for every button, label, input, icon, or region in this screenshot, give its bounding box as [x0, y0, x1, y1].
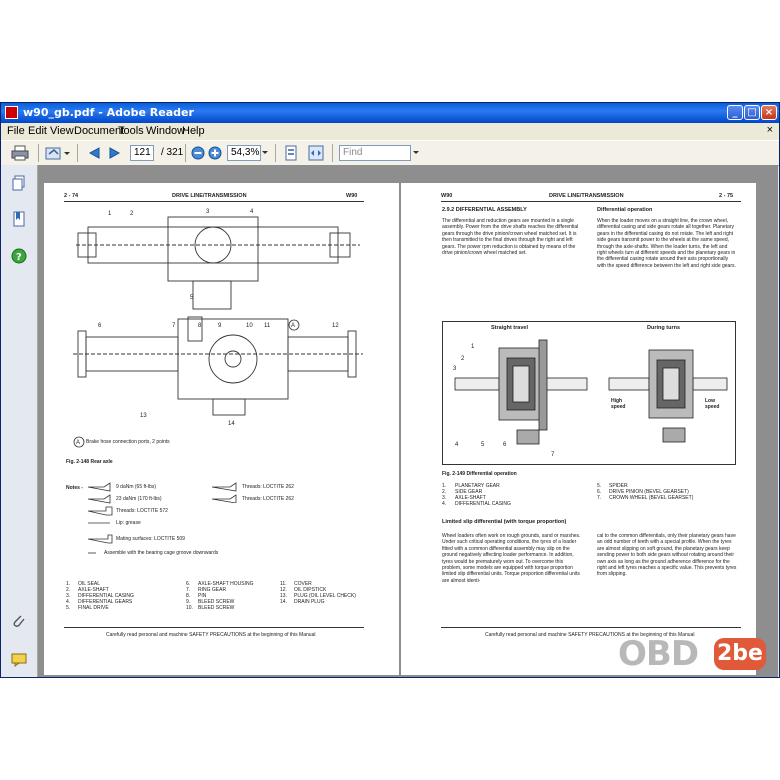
svg-text:3: 3: [206, 209, 210, 215]
page-total: / 321: [161, 147, 184, 158]
part-5: FINAL DRIVE: [78, 605, 109, 611]
torque-symbols: [86, 481, 114, 557]
part-14: DRAIN PLUG: [294, 599, 325, 605]
differential-operation-heading: Differential operation: [597, 207, 653, 213]
menu-bar: [1, 123, 779, 139]
svg-text:8: 8: [198, 323, 202, 329]
part-7: RING GEAR: [198, 587, 227, 593]
svg-text:7: 7: [172, 323, 176, 329]
svg-text:11: 11: [264, 323, 271, 329]
section-title: DRIVE LINE/TRANSMISSION: [549, 193, 624, 199]
svg-text:12: 12: [332, 323, 339, 329]
pages-panel-icon[interactable]: [11, 175, 27, 191]
note-4: Lip: grease: [116, 520, 141, 526]
svg-text:3: 3: [453, 366, 457, 372]
svg-text:10: 10: [246, 323, 253, 329]
part-10: BLEED SCREW: [198, 605, 235, 611]
menu-edit[interactable]: Edit: [28, 125, 47, 137]
menu-file[interactable]: File: [7, 125, 25, 137]
differential-diagram: [443, 334, 735, 464]
help-panel-icon[interactable]: [11, 248, 27, 264]
svg-text:2: 2: [461, 356, 465, 362]
part-3: DIFFERENTIAL CASING: [78, 593, 134, 599]
section-title: DRIVE LINE/TRANSMISSION: [172, 193, 247, 199]
fit-page-icon[interactable]: [283, 145, 299, 161]
svg-text:6: 6: [98, 323, 102, 329]
part-8: PIN: [198, 593, 207, 599]
document-viewer[interactable]: [38, 165, 778, 677]
high-speed-label: High speed: [611, 398, 626, 410]
part-2: SIDE GEAR: [455, 489, 483, 495]
svg-text:A: A: [291, 323, 296, 329]
bookmarks-panel-icon[interactable]: [11, 211, 27, 227]
loctite-symbols: [210, 481, 240, 503]
close-button[interactable]: ×: [761, 105, 777, 120]
notes-label: Notes -: [66, 485, 83, 491]
page-footer: Carefully read personal and machine SAFETY PRECAUTIONS at the beginning of this Manual: [106, 632, 316, 638]
low-speed-label: Low speed: [705, 398, 720, 410]
part-4: DIFFERENTIAL CASING: [455, 501, 511, 507]
adobe-reader-icon: [5, 106, 18, 119]
svg-text:1: 1: [471, 344, 475, 350]
svg-text:2: 2: [130, 211, 134, 217]
limited-slip-paragraph-1: Wheel loaders often work on rough grounds, sand or marshes. Under such critical operating conditions, the tyres of a loader fitted with a common differential assembly may slip on the ground negatively affecting loader performance. In addition, tyres would be prematurely worn out. To overcome this problem, some models are equipped with torque proportion limited slip differential units. Torque proportion differential units are almost identi-: [442, 533, 581, 584]
part-3: AXLE-SHAFT: [455, 495, 486, 501]
svg-text:6: 6: [503, 442, 507, 448]
part-7: CROWN WHEEL (BEVEL GEARSET): [609, 495, 694, 501]
svg-text:?: ?: [16, 252, 22, 263]
svg-text:13: 13: [140, 413, 147, 419]
navigation-pane: [1, 165, 38, 677]
during-turns-label: During turns: [647, 325, 680, 331]
page-number-input[interactable]: 121: [130, 145, 154, 161]
part-4: DIFFERENTIAL GEARS: [78, 599, 133, 605]
part-12: OIL DIPSTICK: [294, 587, 327, 593]
svg-text:9: 9: [218, 323, 222, 329]
intro-paragraph: The differential and reduction gears are mounted in a single assembly. Power from the drive shafts reaches the differential gears through the drive pinion/crown wheel matched set. It is then transmitted to the final drives through the right and left gears. The power rpm reduction is obtained by means of the drive pinion/crown wheel matched set.: [442, 218, 579, 257]
svg-text:A: A: [76, 440, 81, 446]
toolbar: [1, 140, 779, 166]
page-number: 2 - 75: [719, 193, 734, 199]
document-close-icon[interactable]: ×: [766, 124, 773, 136]
limited-slip-heading: Limited slip differential (with torque proportion): [442, 519, 567, 525]
figure-caption: Fig. 2-149 Differential operation: [442, 471, 517, 477]
part-9: BLEED SCREW: [198, 599, 235, 605]
note-5: Mating surfaces: LOCTITE 509: [116, 536, 185, 542]
menu-tools[interactable]: Tools: [118, 125, 144, 137]
print-icon[interactable]: [11, 145, 29, 161]
zoom-in-icon[interactable]: [207, 145, 223, 161]
differential-operation-paragraph: When the loader moves on a straight line, the crown wheel, differential casing and side gears rotate all together. Planetary gears in the differential casing do not rotate. The left and right side gears transmit power to the wheels at the same speed, through the axle-shafts. When the loader turns, the left and right wheels turn at different speeds and the planetary gears in the differential casing rotate around their axis proportionally with the speed difference between the left and right side gears.: [597, 218, 736, 269]
window-title: w90_gb.pdf - Adobe Reader: [23, 106, 194, 119]
note-right-1: Threads: LOCTITE 262: [242, 484, 294, 490]
part-13: PLUG (OIL LEVEL CHECK): [294, 593, 356, 599]
section-heading: 2.9.2 DIFFERENTIAL ASSEMBLY: [442, 207, 527, 213]
obd2be-watermark: [618, 634, 768, 672]
find-input[interactable]: Find: [339, 145, 411, 161]
part-1: OIL SEAL: [78, 581, 101, 587]
pdf-page-right: W90 DRIVE LINE/TRANSMISSION 2 - 75 2.9.2 DIFFERENTIAL ASSEMBLY The differential and reduction gears are mounted in a single assembly. Power from the drive shafts reaches the differential gears through the drive pinion/crown wheel matched set. It is then transmitted to the final drives through the right and left gears. The power rpm reduction is obtained by means of the drive pinion/crown wheel matched set. Differential operation When the loader moves on a straight line, the crown wheel, differential casing and side gears rotate all together. Planetary gears in the differential casing do not rotate. The left and right side gears transmit power to the wheels at the same speed, through the axle-shafts. When the loader turns, the left and right wheels turn at different speeds and the planetary gears in the differential casing rotate around their axis proportionally with the speed difference between the left and right side gears. Straight travel During turns 1 2 3 4 5 6 7 High speed Low speed Fig. 2-149 Differential operation 1. PLANETARY GEAR 2. SIDE GEAR 3. AXLE-SHAFT 4. DIFFERENTIAL CASING 5. SPIDER 6. DRIVE PINION (BEVEL GEARSET) 7. CROWN WHEEL (BEVEL GEARSET) Limited slip differential (with torque proportion) Wheel loaders often work on rough grounds, sand or marshes. Under such critical operating conditions, the tyres of a loader fitted with a common differential assembly may slip on the ground negatively affecting loader performance. In addition, tyres would be prematurely worn out. To overcome this problem, some models are equipped with torque proportion limited slip differential units. Torque proportion differential units are almost identi- cal to the common differentials, only their planetary gears have an odd number of teeth with a special profile. When the tyres are almost slipping on soft ground, the planetary gears keep sending power to both side gears without rotating around their own axis as long as the ground adherence difference for the right and left tyres reaches a specific value. This prevents tyres from slipping. Carefully read personal and machine SAFETY PRECAUTIONS at the beginning of this Manual: [401, 183, 756, 675]
attachments-panel-icon[interactable]: [11, 613, 27, 629]
zoom-dropdown-icon[interactable]: [261, 150, 269, 156]
hand-tool-icon[interactable]: [45, 145, 71, 161]
part-11: COVER: [294, 581, 312, 587]
zoom-level-input[interactable]: 54,3%: [227, 145, 261, 161]
svg-text:7: 7: [551, 452, 555, 458]
fit-width-icon[interactable]: [308, 145, 324, 161]
part-6: AXLE-SHAFT HOUSING: [198, 581, 254, 587]
svg-text:4: 4: [250, 209, 254, 215]
menu-document[interactable]: Document: [74, 125, 125, 137]
svg-text:4: 4: [455, 442, 459, 448]
svg-text:14: 14: [228, 421, 235, 427]
part-5: SPIDER: [609, 483, 628, 489]
maximize-button[interactable]: □: [744, 105, 760, 120]
menu-window[interactable]: Window: [146, 125, 186, 137]
watermark-2be: 2be: [714, 638, 766, 670]
comments-panel-icon[interactable]: [11, 651, 27, 667]
svg-text:5: 5: [481, 442, 485, 448]
rear-axle-diagram: [68, 207, 368, 469]
page-footer: Carefully read personal and machine SAFETY PRECAUTIONS at the beginning of this Manual: [485, 632, 695, 638]
brake-hose-legend: Brake hose connection ports, 2 points: [86, 439, 170, 445]
svg-text:5: 5: [190, 295, 194, 301]
model-name: W90: [441, 193, 453, 199]
note-right-2: Threads: LOCTITE 262: [242, 496, 294, 502]
differential-figure: [442, 321, 736, 465]
straight-travel-label: Straight travel: [491, 325, 528, 331]
watermark-obd: OBD: [618, 634, 699, 674]
menu-help[interactable]: Help: [182, 125, 205, 137]
menu-view[interactable]: View: [50, 125, 74, 137]
note-3: Threads: LOCTITE 572: [116, 508, 168, 514]
page-number: 2 - 74: [64, 193, 79, 199]
pdf-page-left: 2 - 74 DRIVE LINE/TRANSMISSION W90 1 2 3 4 5 6 7 8 9 10 11 12 13 14 A A Brake hose connection ports, 2 points Fig. 2-148 Rear axle Notes - 9 daNm (65 ft-lbs) 23 daNm (170 ft-lbs) Threads: LOCTITE 572 Lip: grease Mating surfaces: LOCTITE 509 Assemble with the bearing cage groove downwards Threads: LOCTITE 262 Threads: LOCTITE 262 1. OIL SEAL 2. AXLE-SHAFT 3. DIFFERENTIAL CASING 4. DIFFERENTIAL GEARS 5. FINAL DRIVE 6. AXLE-SHAFT HOUSING 7. RING GEAR 8. PIN 9. BLEED SCREW 10. BLEED SCREW 11. COVER 12. OIL DIPSTICK 13. PLUG (OIL LEVEL CHECK) 14. DRAIN PLUG Carefully read personal and machine SAFETY PRECAUTIONS at the beginning of this Manual: [44, 183, 399, 675]
svg-text:1: 1: [108, 211, 112, 217]
note-2: 23 daNm (170 ft-lbs): [116, 496, 162, 502]
previous-page-icon[interactable]: [85, 145, 101, 161]
next-page-icon[interactable]: [108, 145, 124, 161]
part-2: AXLE-SHAFT: [78, 587, 109, 593]
minimize-button[interactable]: _: [727, 105, 743, 120]
model-name: W90: [346, 193, 358, 199]
note-6: Assemble with the bearing cage groove downwards: [104, 550, 219, 556]
note-1: 9 daNm (65 ft-lbs): [116, 484, 157, 490]
find-dropdown-icon[interactable]: [412, 150, 420, 156]
limited-slip-paragraph-2: cal to the common differentials, only their planetary gears have an odd number of teeth with a special profile. When the tyres are almost slipping on soft ground, the planetary gears keep sending power to both side gears without rotating around their own axis as long as the ground adherence difference for the right and left tyres reaches a specific value. This prevents tyres from slipping.: [597, 533, 737, 578]
figure-caption: Fig. 2-148 Rear axle: [66, 459, 113, 465]
part-1: PLANETARY GEAR: [455, 483, 500, 489]
reader-window: [0, 102, 780, 678]
zoom-out-icon[interactable]: [190, 145, 206, 161]
part-6: DRIVE PINION (BEVEL GEARSET): [609, 489, 689, 495]
title-bar: [1, 103, 779, 123]
